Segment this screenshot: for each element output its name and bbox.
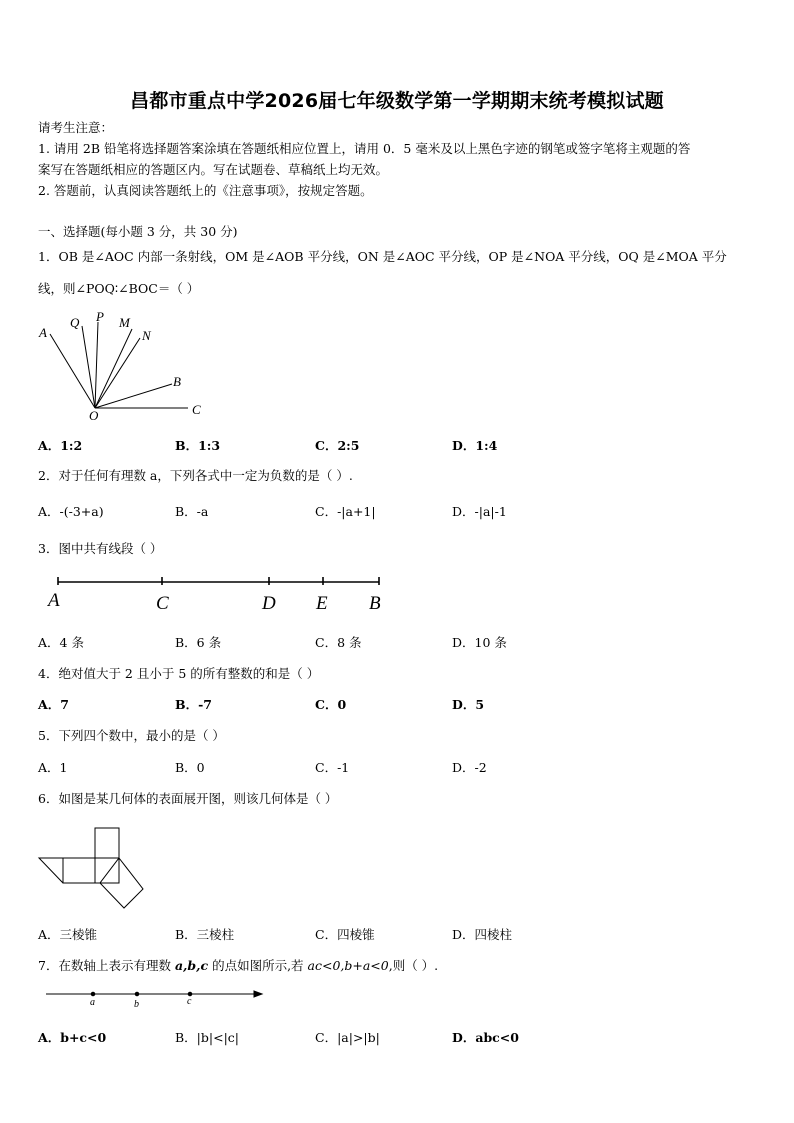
label-C: C <box>192 402 201 417</box>
question-7-option-b[interactable]: B．|b|<|c| <box>175 1030 240 1045</box>
question-3-option-c[interactable]: C．8 条 <box>315 635 362 650</box>
question-7-number-line <box>44 986 266 1012</box>
question-5-stem: 5．下列四个数中，最小的是（ ） <box>38 728 225 743</box>
question-1-option-c[interactable]: C．2:5 <box>315 438 360 453</box>
question-1-option-a[interactable]: A．1:2 <box>38 438 83 453</box>
label-O: O <box>89 408 99 423</box>
label-a: a <box>90 997 95 1008</box>
question-2-option-c[interactable]: C．-|a+1| <box>315 504 376 519</box>
question-5-option-b[interactable]: B．0 <box>175 760 205 775</box>
question-3-segment-figure <box>44 572 390 614</box>
notice-item-2: 2. 答题前，认真阅读答题纸上的《注意事项》，按规定答题。 <box>38 183 373 198</box>
label-C: C <box>156 593 169 614</box>
section-heading: 一、选择题(每小题 3 分，共 30 分) <box>38 224 238 239</box>
question-5-option-d[interactable]: D．-2 <box>452 760 487 775</box>
label-B: B <box>173 374 181 389</box>
question-7-stem <box>38 958 438 974</box>
question-6-option-d[interactable]: D．四棱柱 <box>452 927 513 942</box>
question-3-option-a[interactable]: A．4 条 <box>38 635 84 650</box>
notice-heading: 请考生注意： <box>38 120 114 135</box>
label-M: M <box>119 315 130 330</box>
label-b: b <box>134 999 139 1010</box>
question-1-stem-line-1: 1．OB 是∠AOC 内部一条射线，OM 是∠AOB 平分线，ON 是∠AOC 平分线，OP 是∠NOA 平分线，OQ 是∠MOA 平分 <box>38 249 727 264</box>
question-7-stem-pre: 7．在数轴上表示有理数 <box>38 958 175 973</box>
question-7-stem-condition: ac<0,b+a<0 <box>307 958 389 973</box>
question-1-option-b[interactable]: B．1:3 <box>175 438 221 453</box>
label-A: A <box>39 325 47 340</box>
notice-item-1-line-2: 案写在答题纸相应的答题区内。写在试题卷、草稿纸上均无效。 <box>38 162 389 177</box>
label-P: P <box>96 309 104 324</box>
question-6-option-c[interactable]: C．四棱锥 <box>315 927 375 942</box>
label-A: A <box>48 590 60 611</box>
question-6-stem: 6．如图是某几何体的表面展开图，则该几何体是（ ） <box>38 791 338 806</box>
page-title: 昌都市重点中学2026届七年级数学第一学期期末统考模拟试题 <box>130 90 664 112</box>
question-3-option-b[interactable]: B．6 条 <box>175 635 222 650</box>
question-7-option-c[interactable]: C．|a|>|b| <box>315 1030 380 1045</box>
question-7-option-a[interactable]: A．b+c<0 <box>38 1030 107 1045</box>
question-2-option-b[interactable]: B．-a <box>175 504 209 519</box>
question-2-option-d[interactable]: D．-|a|-1 <box>452 504 507 519</box>
label-E: E <box>316 593 328 614</box>
question-1-option-d[interactable]: D．1:4 <box>452 438 498 453</box>
question-6-option-b[interactable]: B．三棱柱 <box>175 927 235 942</box>
question-6-option-a[interactable]: A．三棱锥 <box>38 927 98 942</box>
question-4-option-d[interactable]: D．5 <box>452 697 485 712</box>
question-7-stem-post: ,则（ ）. <box>388 958 439 973</box>
question-2-stem: 2．对于任何有理数 a，下列各式中一定为负数的是（ ）. <box>38 468 353 483</box>
question-4-option-c[interactable]: C．0 <box>315 697 347 712</box>
question-4-stem: 4．绝对值大于 2 且小于 5 的所有整数的和是（ ） <box>38 666 320 681</box>
question-7-stem-vars: a,b,c <box>174 958 209 973</box>
question-1-stem-line-2: 线，则∠POQ∶∠BOC＝（ ） <box>38 281 200 296</box>
question-3-option-d[interactable]: D．10 条 <box>452 635 507 650</box>
question-3-stem: 3．图中共有线段（ ） <box>38 541 163 556</box>
question-5-option-c[interactable]: C．-1 <box>315 760 350 775</box>
question-7-option-d[interactable]: D．abc<0 <box>452 1030 519 1045</box>
question-4-option-a[interactable]: A．7 <box>38 697 69 712</box>
label-Q: Q <box>70 315 80 330</box>
label-B: B <box>369 593 381 614</box>
label-c: c <box>187 996 192 1007</box>
notice-item-1-line-1: 1. 请用 2B 铅笔将选择题答案涂填在答题纸相应位置上，请用 0．5 毫米及以上黑色字迹的钢笔或签字笔将主观题的答 <box>38 141 691 156</box>
label-N: N <box>142 328 151 343</box>
question-2-option-a[interactable]: A．-(-3+a) <box>38 504 104 519</box>
question-5-option-a[interactable]: A．1 <box>38 760 68 775</box>
question-7-stem-mid: 的点如图所示,若 <box>208 958 308 973</box>
label-D: D <box>262 593 276 614</box>
question-6-net-figure <box>37 826 147 914</box>
question-4-option-b[interactable]: B．-7 <box>175 697 212 712</box>
question-1-angle-figure <box>36 308 212 424</box>
